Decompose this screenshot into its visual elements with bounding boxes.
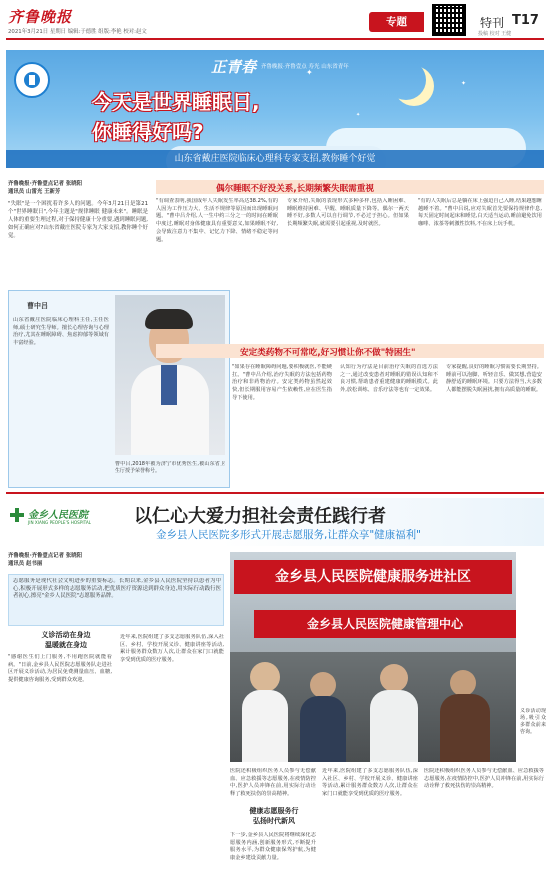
byline-2: 齐鲁晚报·齐鲁壹点记者 张晓阳 通讯员 赵书丽 <box>8 553 83 567</box>
article-col-3: "有的人失眠后总是躺在床上强迫自己入睡,结果越想睡越睡不着。"曹中吕说,应对失眠首先要保持规律作息,每天固定时间起床和睡觉,白天适当运动,睡前避免饮用咖啡、浓茶等刺激性饮料,不在床上玩手机。 <box>418 198 542 228</box>
main-subhead: 金乡县人民医院多形式开展志愿服务,让群众享"健康福利" <box>156 529 421 541</box>
section-badge <box>369 12 424 32</box>
banner-2 <box>156 344 544 358</box>
subhead <box>6 150 544 168</box>
photo-banner-2-text: 金乡县人民医院健康管理中心 <box>306 617 463 631</box>
brand-subtitle: 齐鲁晚报·齐鲁壹点 寿光 山东省青年 <box>261 64 349 70</box>
brand-title: 金乡人民医院 <box>28 510 88 521</box>
banner-2-text: 安定类药物不可常吃,好习惯让你不做"特困生" <box>240 348 416 358</box>
article-col-6: 专家提醒,良好的睡眠习惯需要长期坚持。睡前可以泡脚、听轻音乐、做冥想,营造安静舒适的睡眠环境。只要方法得当,大多数人都能摆脱失眠困扰,拥有高质量的睡眠。 <box>446 364 542 394</box>
main-headline: 以仁心大爱力担社会责任践行者 <box>134 506 386 527</box>
sleep-hero <box>6 50 544 168</box>
subhead-text: 山东省戴庄医院临床心理科专家支招,教你睡个好觉 <box>174 154 376 164</box>
doctor-caption: 曹中吕,2018年被为济宁市优秀医生,被山东省卫生厅授予荣誉称号。 <box>115 461 225 474</box>
event-photo <box>230 552 516 762</box>
subheading-1: 义诊活动在身边 温暖就在身边 <box>41 631 91 649</box>
brand-title: 正青春 <box>211 58 257 76</box>
article-col-b: 近年来,医院组建了多支志愿服务队伍,深入社区、乡村、学校开展义诊、健康讲座等活动,累计服务群众数万人次,让群众在家门口就能享受到优质的医疗服务。 <box>120 634 224 664</box>
article-col-f: 医院还积极组织医务人员参与无偿献血、应急救援等志愿服务,在疫情防控中,医护人员冲锋在前,用实际行动诠释了救死扶伤的崇高精神。 <box>424 768 544 790</box>
headline-line-2: 你睡得好吗? <box>92 120 204 144</box>
star-icon: ✦ <box>356 112 361 118</box>
masthead-rule <box>6 38 544 40</box>
article-col-1: "有调查表明,我国成年人失眠发生率高达38.2%,有的人因为工作压力大、生活不规律等原因而出现睡眠问题。"曹中吕介绍,人一生中约三分之一的时间在睡眠中度过,睡眠对身体健康具有重要意义,如果睡眠不好,会导致注意力不集中、记忆力下降、情绪不稳定等问题。 <box>156 198 278 243</box>
hospital-header <box>6 498 544 546</box>
section-label: 特刊 <box>480 16 505 30</box>
byline: 齐鲁晚报·齐鲁壹点记者 张晓阳 通讯员 山雷光 王新芳 <box>8 181 83 195</box>
lead-paragraph-2: 志愿服务是现代社会文明进步的重要标志。长期以来,金乡县人民医院坚持以患者为中心,积极开展形式多样的志愿服务活动,把优质医疗资源送到群众身边,用实际行动践行医者初心,擦亮"金乡人民医院"志愿服务品牌。 <box>13 578 221 600</box>
photo-caption: 义诊活动现场,吸引众多群众前来咨询。 <box>520 708 546 735</box>
moon-icon <box>386 60 426 100</box>
star-icon: ✦ <box>306 68 313 77</box>
newspaper-logo: 齐鲁晚报 <box>8 8 73 26</box>
star-icon: ✦ <box>461 80 467 87</box>
banner-1 <box>156 180 544 194</box>
dateline: 2021年3月21日 星期日 编辑:于德胜 组版:李艳 校对:赵文 <box>8 29 147 35</box>
section-badge-label: 专题 <box>386 16 407 28</box>
article-col-c-intro: 医院还积极组织医务人员参与无偿献血、应急救援等志愿服务,在疫情防控中,医护人员冲锋在前,用实际行动诠释了救死扶伤的崇高精神。 <box>230 768 316 798</box>
article-col-2: 专家介绍,失眠的表现形式多种多样,包括入睡困难、睡眠维持困难、早醒、睡眠质量下降等。偶尔一两天睡不好,多数人可以自行调节,不必过于担心。但如果长期频繁失眠,就需要引起重视,及时就医。 <box>287 198 409 228</box>
section-divider <box>6 492 544 494</box>
page-number: T17 <box>512 13 539 28</box>
doctor-name: 曹中吕 <box>27 302 48 310</box>
article-col-d: 下一步,金乡县人民医院将继续深化志愿服务内涵,创新服务形式,不断提升服务水平,为群众健康保驾护航,为健康金乡建设贡献力量。 <box>230 832 316 862</box>
article-col-5: 认知行为疗法是目前治疗失眠的首选方法之一,通过改变患者对睡眠的错误认知和不良习惯,帮助患者重建健康的睡眠模式。此外,放松训练、音乐疗法等也有一定效果。 <box>340 364 438 394</box>
photo-banner-1 <box>234 560 512 594</box>
photo-banner-2 <box>254 610 516 638</box>
banner-1-text: 偶尔睡眠不好没关系,长期频繁失眠需重视 <box>216 184 374 194</box>
brand-subtitle: JIN XIANG PEOPLE'S HOSPITAL <box>28 520 92 525</box>
qr-code-icon <box>432 4 466 36</box>
lead-paragraph: "失眠"是一个困扰着许多人的问题。今年3月21日是第21个"世界睡眠日",今年主题是"规律睡眠 健康未来"。睡眠是人体的重要生理过程,对于保持健康十分重要,遇到睡眠问题,如何正确应对?山东省戴庄医院专家为大家支招,教你睡个好觉。 <box>8 201 148 239</box>
lead-box <box>8 574 224 626</box>
photo-banner-1-text: 金乡县人民医院健康服务进社区 <box>275 569 471 585</box>
article-col-e: 近年来,医院组建了多支志愿服务队伍,深入社区、乡村、学校开展义诊、健康讲座等活动,累计服务群众数万人次,让群众在家门口就能享受到优质的医疗服务。 <box>322 768 418 798</box>
page-staff: 投稿 校对 王健 <box>478 31 512 37</box>
masthead <box>0 0 550 40</box>
hospital-cross-icon <box>10 508 24 522</box>
hospital-logo-icon <box>14 62 50 98</box>
headline-line-1: 今天是世界睡眠日, <box>92 90 260 114</box>
doctor-bio: 山东省戴庄医院临床心理科主任,主任医师,硕士研究生导师。擅长心理咨询与心理治疗,尤其在睡眠障碍、焦虑抑郁等领域有丰富经验。 <box>13 317 109 346</box>
subheading-2: 健康志愿服务行 弘扬时代新风 <box>249 807 299 825</box>
article-col-4: "如果存在睡眠障碍问题,要积极就医,不能硬扛。"曹中吕介绍,治疗失眠的方法包括药物治疗和非药物治疗。安定类药物虽然起效快,但长期服用容易产生依赖性,应在医生指导下使用。 <box>232 364 332 401</box>
article-col-a: "感谢医生们上门服务,不用跑医院就能看病。"日前,金乡县人民医院志愿服务队走进社区开展义诊活动,为居民免费测量血压、血糖,提供健康咨询服务,受到群众欢迎。 <box>8 654 112 684</box>
